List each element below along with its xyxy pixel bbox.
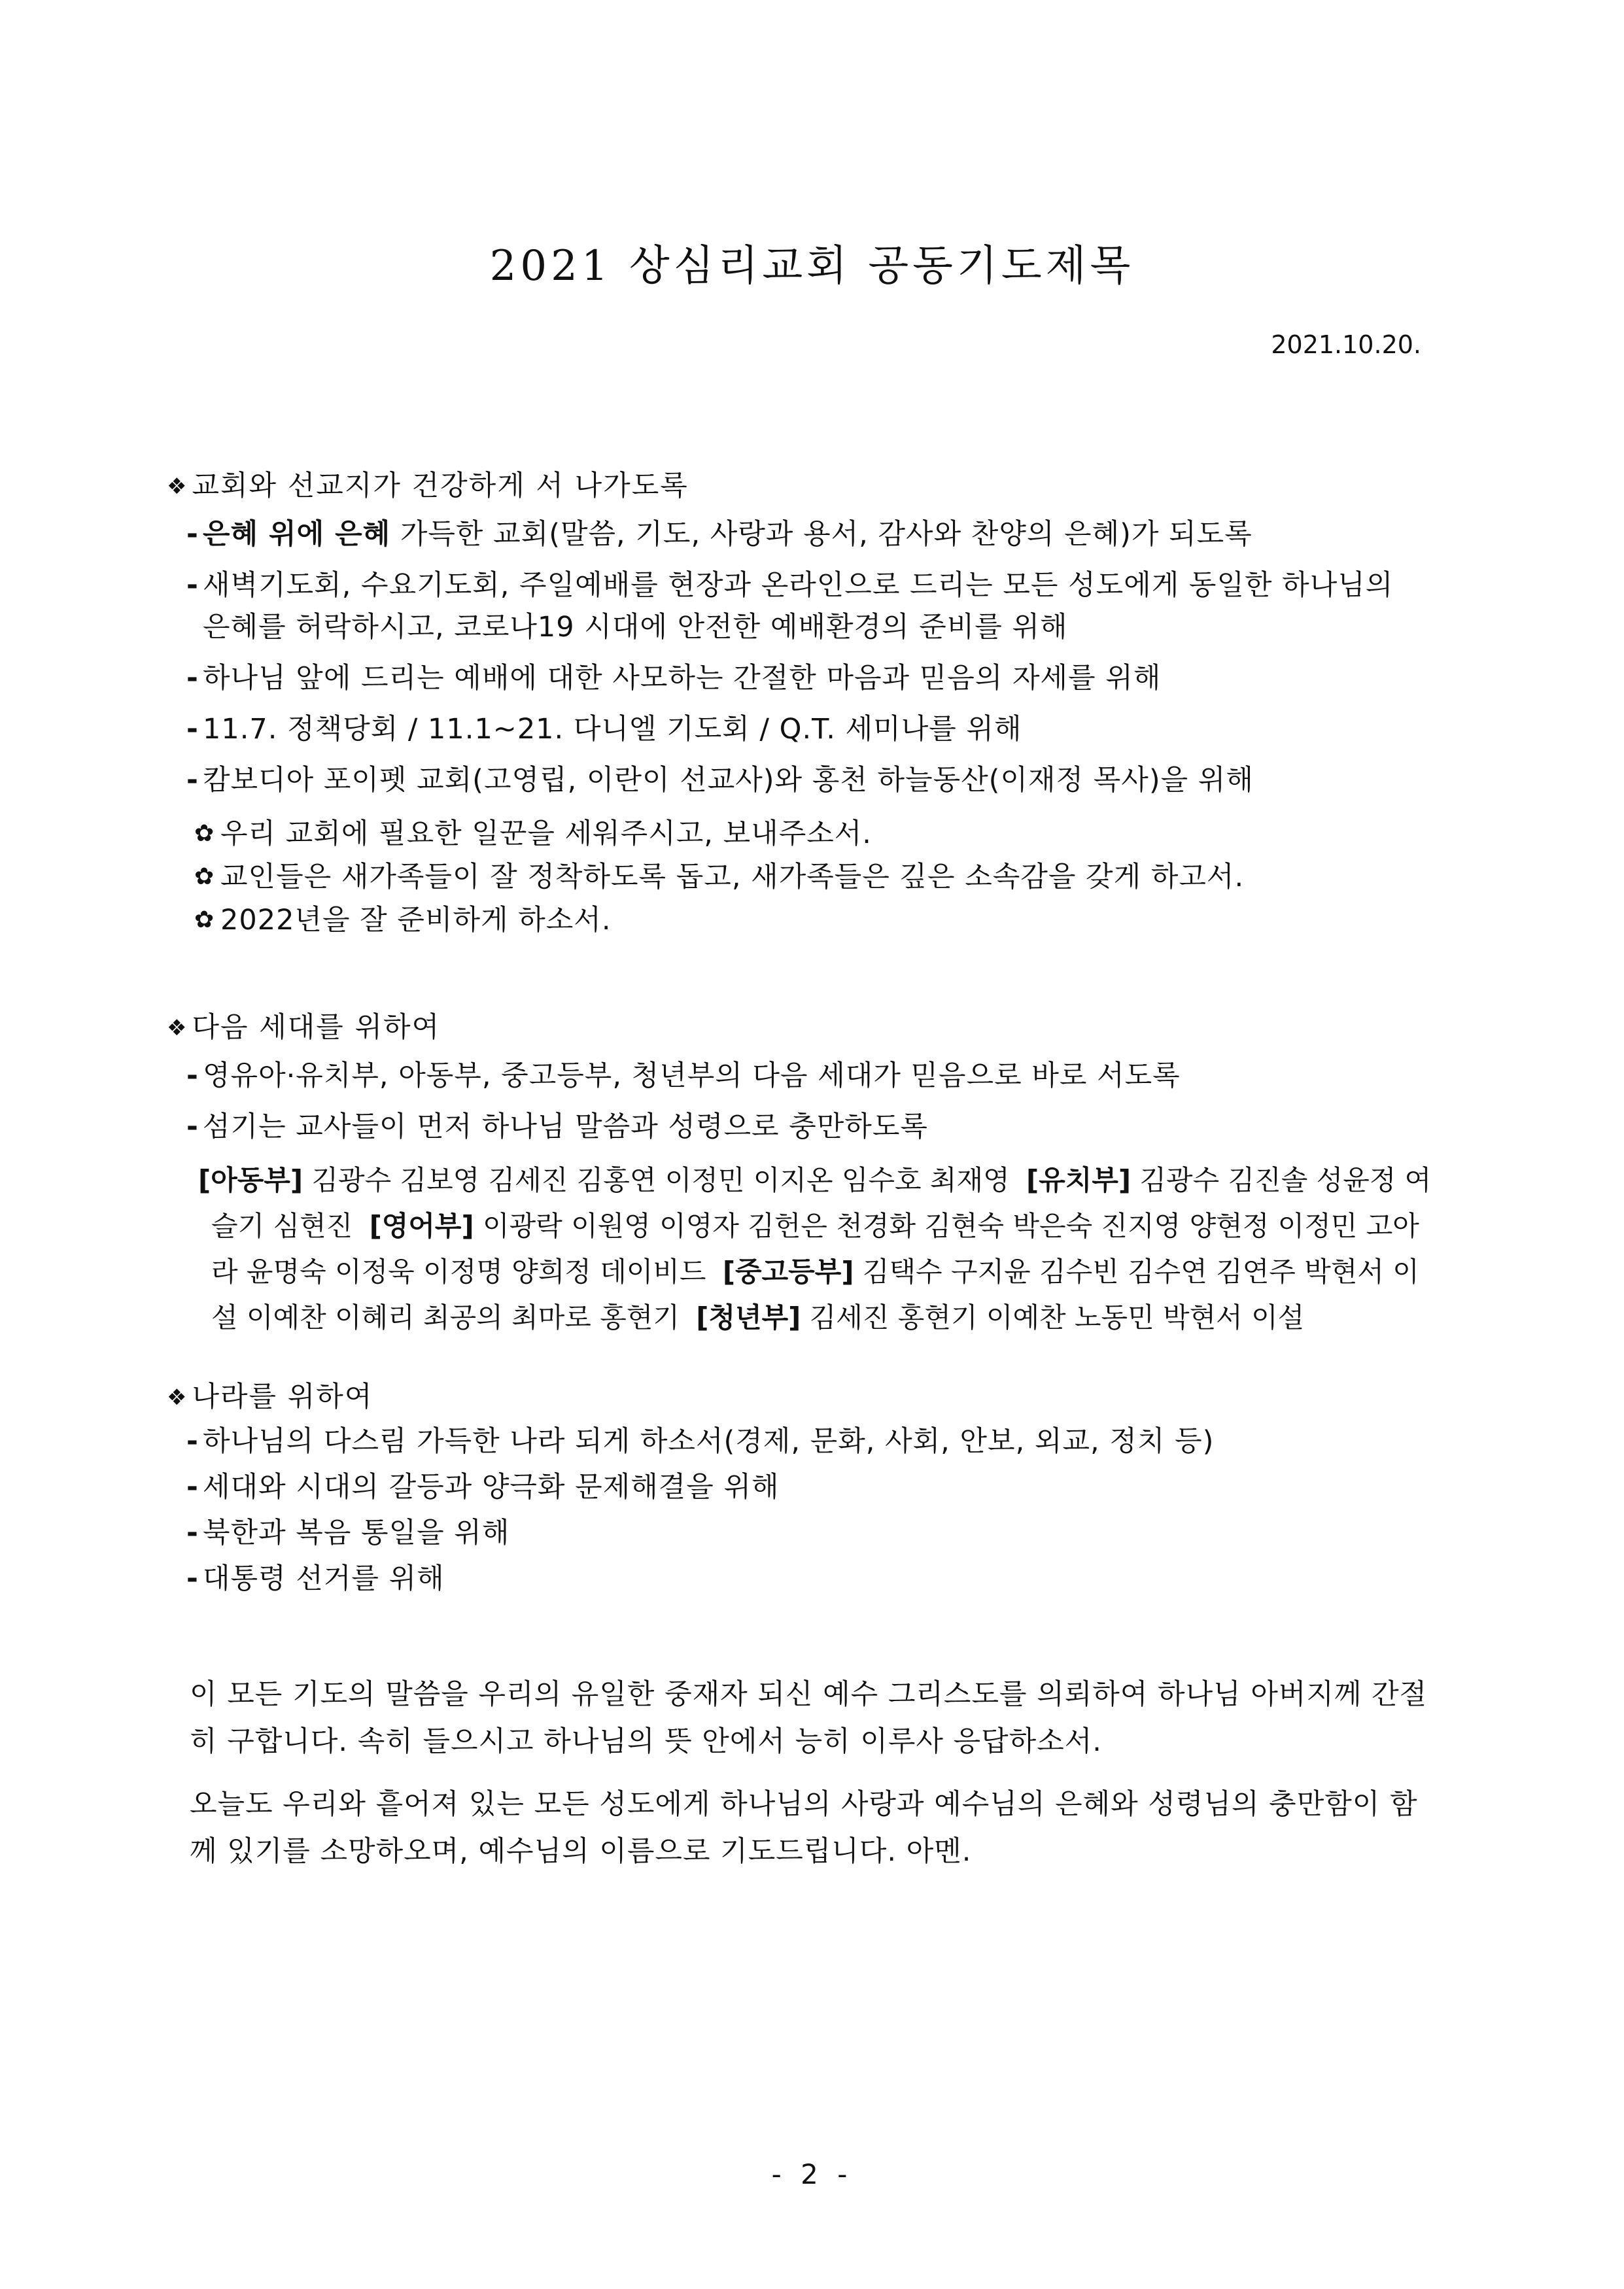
list-item-text: 하나님의 다스림 가득한 나라 되게 하소서(경제, 문화, 사회, 안보, 외교, 정치 등) bbox=[203, 1425, 1215, 1458]
dash-bullet: - bbox=[186, 518, 199, 551]
flower-icon: ✿ bbox=[194, 820, 215, 847]
dash-bullet: - bbox=[186, 1425, 199, 1458]
list-item bbox=[167, 757, 1442, 803]
closing-paragraph: 이 모든 기도의 말씀을 우리의 유일한 중재자 되신 예수 그리스도를 의뢰하여 하나님 아버지께 간절히 구합니다. 속히 들으시고 하나님의 뜻 안에서 능히 이루사 응답하소서. bbox=[190, 1678, 1428, 1758]
flower-icon: ✿ bbox=[194, 906, 215, 933]
section-heading bbox=[167, 1007, 1442, 1048]
group-tag: [영어부] bbox=[369, 1210, 474, 1242]
dash-bullet: - bbox=[186, 1517, 199, 1549]
list-item-text: 11.7. 정책당회 / 11.1~21. 다니엘 기도회 / Q.T. 세미나를 위해 bbox=[203, 713, 1022, 746]
emphasis-text: 은혜 위에 은혜 bbox=[203, 518, 391, 551]
list-item-text: 캄보디아 포이펫 교회(고영립, 이란이 선교사)와 홍천 하늘동산(이재정 목사)을 위해 bbox=[203, 764, 1254, 797]
teacher-list bbox=[167, 1158, 1442, 1341]
section-heading bbox=[167, 1377, 1442, 1417]
teacher-group bbox=[198, 1164, 1010, 1196]
sub-item bbox=[167, 899, 1442, 942]
dash-bullet: - bbox=[186, 713, 199, 746]
section-heading-text: 나라를 위하여 bbox=[192, 1381, 373, 1413]
flower-icon: ✿ bbox=[194, 863, 215, 890]
list-item bbox=[167, 1511, 1442, 1555]
list-item bbox=[167, 706, 1442, 752]
diamond-icon: ❖ bbox=[167, 1385, 188, 1411]
list-item bbox=[167, 511, 1442, 557]
dash-bullet: - bbox=[186, 1562, 199, 1595]
dash-bullet: - bbox=[186, 1471, 199, 1504]
dash-bullet: - bbox=[186, 764, 199, 797]
sub-item bbox=[167, 812, 1442, 855]
document-title: 2021 상심리교회 공동기도제목 bbox=[489, 242, 1135, 290]
dash-bullet: - bbox=[186, 1110, 199, 1143]
list-item bbox=[167, 1466, 1442, 1509]
diamond-icon: ❖ bbox=[167, 473, 188, 500]
group-tag: [중고등부] bbox=[722, 1256, 854, 1288]
group-names: 김세진 홍현기 이예찬 노동민 박현서 이설 bbox=[809, 1301, 1305, 1334]
list-item-text: 섬기는 교사들이 먼저 하나님 말씀과 성령으로 충만하도록 bbox=[203, 1110, 928, 1143]
list-item-text: 대통령 선거를 위해 bbox=[203, 1562, 445, 1595]
teacher-group bbox=[696, 1301, 1304, 1334]
sub-item-text: 우리 교회에 필요한 일꾼을 세워주시고, 보내주소서. bbox=[220, 818, 872, 850]
section-nation bbox=[167, 1377, 1442, 1600]
dash-bullet: - bbox=[186, 569, 199, 602]
section-heading-text: 다음 세대를 위하여 bbox=[192, 1011, 441, 1044]
group-names: 김광수 김진솔 성윤정 여슬기 심현진 bbox=[211, 1164, 1432, 1242]
sub-item-text: 교인들은 새가족들이 잘 정착하도록 돕고, 새가족들은 깊은 소속감을 갖게 하고서. bbox=[220, 861, 1245, 893]
group-names: 김광수 김보영 김세진 김홍연 이정민 이지온 임수호 최재영 bbox=[311, 1164, 1010, 1196]
closing-prayer bbox=[190, 1671, 1439, 1891]
list-item-text: 하나님 앞에 드리는 예배에 대한 사모하는 간절한 마음과 믿음의 자세를 위해 bbox=[203, 662, 1162, 695]
section-nextgen bbox=[167, 1007, 1442, 1341]
list-item-text: 가득한 교회(말씀, 기도, 사랑과 용서, 감사와 찬양의 은혜)가 되도록 bbox=[390, 518, 1253, 551]
section-heading-text: 교회와 선교지가 건강하게 서 나가도록 bbox=[192, 470, 689, 502]
group-tag: [아동부] bbox=[198, 1164, 303, 1196]
dash-bullet: - bbox=[186, 1059, 199, 1092]
list-item-text: 세대와 시대의 갈등과 양극화 문제해결을 위해 bbox=[203, 1471, 780, 1504]
list-item bbox=[167, 655, 1442, 701]
group-tag: [유치부] bbox=[1026, 1164, 1132, 1196]
group-names: 김택수 구지윤 김수빈 김수연 김연주 박현서 이설 이예찬 이혜리 최공의 최마로 홍현기 bbox=[211, 1256, 1419, 1334]
list-item-text: 영유아·유치부, 아동부, 중고등부, 청년부의 다음 세대가 믿음으로 바로 서도록 bbox=[203, 1059, 1181, 1092]
sub-item bbox=[167, 855, 1442, 899]
sub-item-text: 2022년을 잘 준비하게 하소서. bbox=[220, 904, 612, 937]
group-tag: [청년부] bbox=[696, 1301, 801, 1334]
document-date: 2021.10.20. bbox=[1271, 330, 1421, 359]
section-church bbox=[167, 466, 1442, 942]
dash-bullet: - bbox=[186, 662, 199, 695]
closing-paragraph: 오늘도 우리와 흩어져 있는 모든 성도에게 하나님의 사랑과 예수님의 은혜와 성령님의 충만함이 함께 있기를 소망하오며, 예수님의 이름으로 기도드립니다. 아멘. bbox=[190, 1788, 1418, 1868]
diamond-icon: ❖ bbox=[167, 1015, 188, 1041]
list-item bbox=[167, 1420, 1442, 1463]
list-item-text: 새벽기도회, 수요기도회, 주일예배를 현장과 온라인으로 드리는 모든 성도에게 동일한 하나님의 bbox=[203, 569, 1394, 602]
group-names: 이광락 이원영 이영자 김헌은 천경화 김현숙 박은숙 진지영 양현정 이정민 고아라 윤명숙 이정욱 이정명 양희정 데이비드 bbox=[211, 1210, 1419, 1288]
list-item bbox=[167, 1053, 1442, 1099]
list-item bbox=[167, 562, 1442, 650]
list-item-text: 북한과 복음 통일을 위해 bbox=[203, 1517, 510, 1549]
list-item-text-continued: 은혜를 허락하시고, 코로나19 시대에 안전한 예배환경의 준비를 위해 bbox=[203, 611, 1068, 644]
section-heading bbox=[167, 466, 1442, 506]
page-number: - 2 - bbox=[771, 2158, 853, 2190]
list-item bbox=[167, 1557, 1442, 1600]
list-item bbox=[167, 1104, 1442, 1150]
